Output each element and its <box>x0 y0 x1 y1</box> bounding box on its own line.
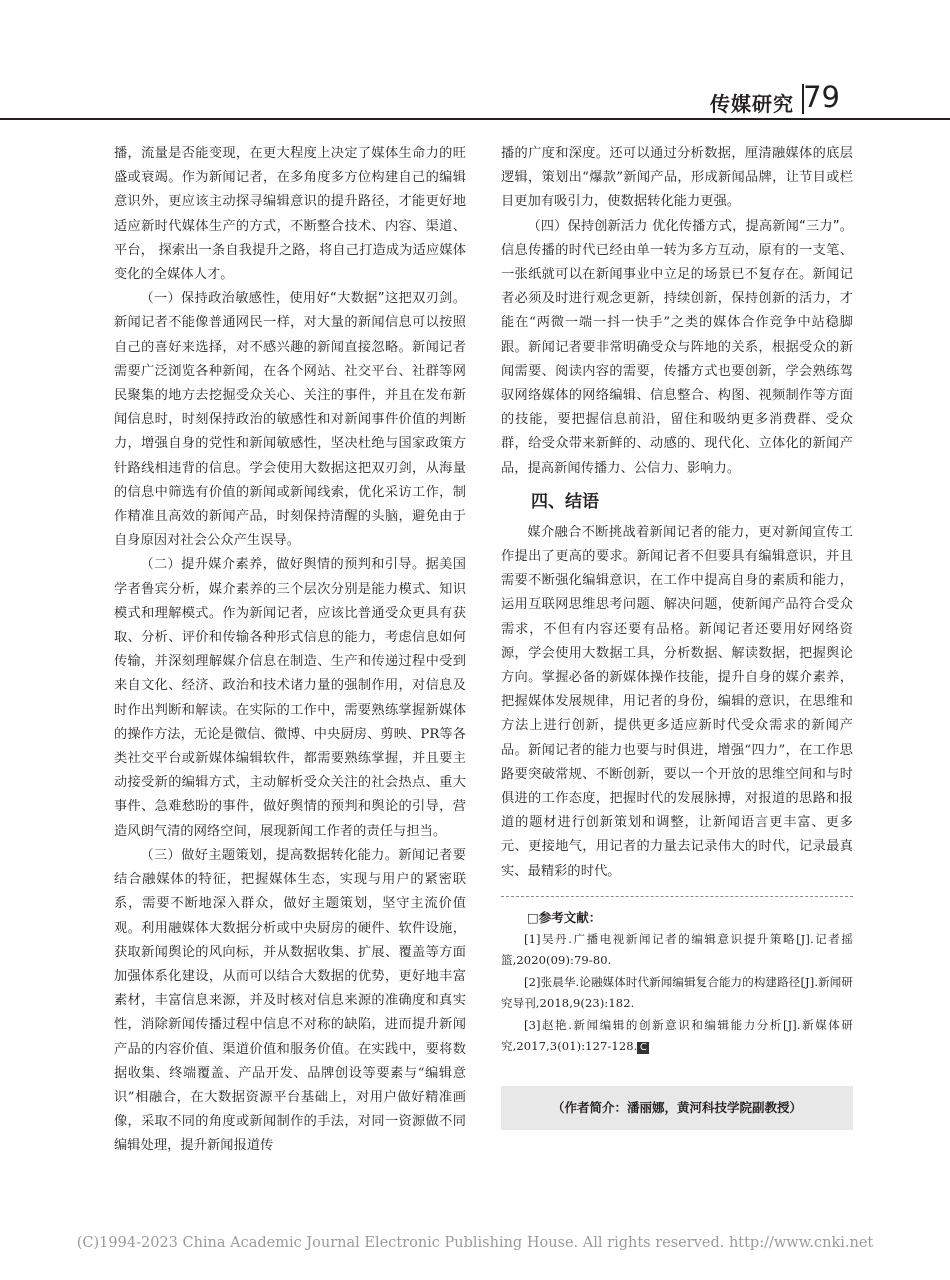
reference-item: [2]张晨华.论融媒体时代新闻编辑复合能力的构建路径[J].新闻研究导刊,2018,9(23):182. <box>501 974 853 1011</box>
paragraph: 播，流量是否能变现，在更大程度上决定了媒体生命力的旺盛或衰竭。作为新闻记者，在多角度多方位构建自己的编辑意识外，更应该主动探寻编辑意识的提升路径，才能更好地适应新时代媒体生产的方式，不断整合技术、内容、渠道、平台， 探索出一条自我提升之路，将自己打造成为适应媒体变化的全媒体人才。 <box>114 146 466 283</box>
subheading: （三）做好主题策划，提高数据转化能力。 <box>140 847 399 863</box>
paragraph: 媒介融合不断挑战着新闻记者的能力，更对新闻宣传工作提出了更高的要求。新闻记者不但要具有编辑意识，并且需要不断强化编辑意识，在工作中提高自身的素质和能力，运用互联网思维思考问题、解决问题，使新闻产品符合受众需求，不但有内容还要有品格。新闻记者还要用好网络资源，学会使用大数据工具，分析数据、解读数据，把握舆论方向。掌握必备的新媒体操作技能，提升自身的媒介素养，把握媒体发展规律，用记者的身份，编辑的意识，在思维和方法上进行创新，提供更多适应新时代受众需求的新闻产品。新闻记者的能力也要与时俱进，增强“四力”，在工作思路要突破常规、不断创新，要以一个开放的思维空间和与时俱进的工作态度，把握时代的发展脉搏，对报道的思路和报道的题材进行创新策划和调整，让新闻语言更丰富、更多元、更接地气，用记者的力量去记录伟大的时代，记录最真实、最精彩的时代。 <box>501 524 853 879</box>
subheading: （四）保持创新活力 优化传播方式，提高新闻“三力”。 <box>527 218 853 234</box>
references <box>501 896 853 1058</box>
subheading: （二）提升媒介素养，做好舆情的预判和引导。 <box>140 557 426 573</box>
journal-title: 传媒研究 <box>710 92 794 116</box>
left-column <box>114 142 466 1159</box>
paragraph <box>114 553 466 843</box>
paragraph-body: 新闻记者要结合融媒体的特征，把握媒体生态，实现与用户的紧密联系，需要不断地深入群众，做好主题策划，坚守主流价值观。利用融媒体大数据分析或中央厨房的硬件、软件设施，获取新闻舆论的风向标，并从数据收集、扩展、覆盖等方面加强体系化建设，从而可以结合大数据的优势，更好地丰富素材，丰富信息来源，并及时核对信息来源的准确度和真实性，消除新闻传播过程中信息不对称的缺陷，进而提升新闻产品的内容价值、渠道价值和服务价值。在实践中，要将数据收集、终端覆盖、产品开发、品牌创设等要素与“编辑意识”相融合，在大数据资源平台基础上，对用户做好精准画像，采取不同的角度或新闻制作的手法，对同一资源做不同编辑处理，提升新闻报道传 <box>114 847 466 1154</box>
paragraph: 播的广度和深度。还可以通过分析数据，厘清融媒体的底层逻辑，策划出“爆款”新闻产品，形成新闻品牌，让节目或栏目更加有吸引力，使数据转化能力更强。 <box>501 146 853 210</box>
reference-item: [1]吴丹.广播电视新闻记者的编辑意识提升策略[J].记者摇篮,2020(09):79-80. <box>501 931 853 968</box>
paragraph <box>114 287 466 553</box>
paragraph-body: 新闻记者不能像普通网民一样，对大量的新闻信息可以按照自己的喜好来选择，对不感兴趣的新闻直接忽略。新闻记者需要广泛浏览各种新闻，在各个网站、社交平台、社群等网民聚集的地方去挖掘受众关心、关注的事件，并且在发布新闻信息时，时刻保持政治的敏感性和对新闻事件价值的判断力，增强自身的党性和新闻敏感性，坚决杜绝与国家政策方针路线相违背的信息。学会使用大数据这把双刃剑，从海量的信息中筛选有价值的新闻或新闻线索，优化采访工作，制作精准且高效的新闻产品，时刻保持清醒的头脑，避免由于自身原因对社会公众产生误导。 <box>114 315 466 549</box>
copyright-footer: (C)1994-2023 China Academic Journal Electronic Publishing House. All rights reserved. http://www.cnki.net <box>76 1235 874 1251</box>
reference-item <box>501 1015 853 1058</box>
paragraph <box>114 844 466 1159</box>
subheading: （一）保持政治敏感性，使用好“大数据”这把双刃剑。 <box>140 291 466 307</box>
page-header <box>0 78 950 120</box>
section-title: 四、结语 <box>531 491 599 512</box>
paragraph <box>501 215 853 481</box>
references-title: □参考文献： <box>527 909 602 925</box>
paragraph-body: 信息传播的时代已经由单一转为多方互动，原有的一支笔、一张纸就可以在新闻事业中立足的场景已不复存在。新闻记者必须及时进行观念更新，持续创新，保持创新的活力，才能在“两微一端一抖一快手”之类的媒体合作竞争中站稳脚跟。新闻记者要非常明确受众与阵地的关系，根据受众的新闻需要、阅读内容的需要，传播方式也要创新，学会熟练驾驭网络媒体的网络编辑、信息整合、构图、视频制作等方面的技能，要把握信息前沿，留住和吸纳更多消费群、受众群，给受众带来新鲜的、动感的、现代化、立体化的新闻产品，提高新闻传播力、公信力、影响力。 <box>501 242 853 476</box>
right-column <box>501 142 853 1130</box>
end-mark-icon: C <box>637 1042 649 1054</box>
reference-text: [3]赵艳.新闻编辑的创新意识和编辑能力分析[J].新媒体研究,2017,3(01):127-128. <box>501 1017 853 1054</box>
paragraph-body: 据美国学者鲁宾分析，媒介素养的三个层次分别是能力模式、知识模式和理解模式。作为新闻记者，应该比普通受众更具有获取、分析、评价和传输各种形式信息的能力，考虑信息如何传输，并深刻理解媒介信息在制造、生产和传递过程中受到来自文化、经济、政治和技术诸力量的强制作用，对信息及时作出判断和解读。在实际的工作中，需要熟练掌握新媒体的操作方法，无论是微信、微博、中央厨房、剪映、PR等各类社交平台或新媒体编辑软件，都需要熟练掌握，并且要主动接受新的编辑方式，主动解析受众关注的社会热点、重大事件、急难愁盼的事件，做好舆情的预判和舆论的引导，营造风朗气清的网络空间，展现新闻工作者的责任与担当。 <box>114 557 466 839</box>
author-note: （作者简介：潘丽娜，黄河科技学院副教授） <box>501 1086 853 1130</box>
page-number: 79 <box>803 80 840 114</box>
